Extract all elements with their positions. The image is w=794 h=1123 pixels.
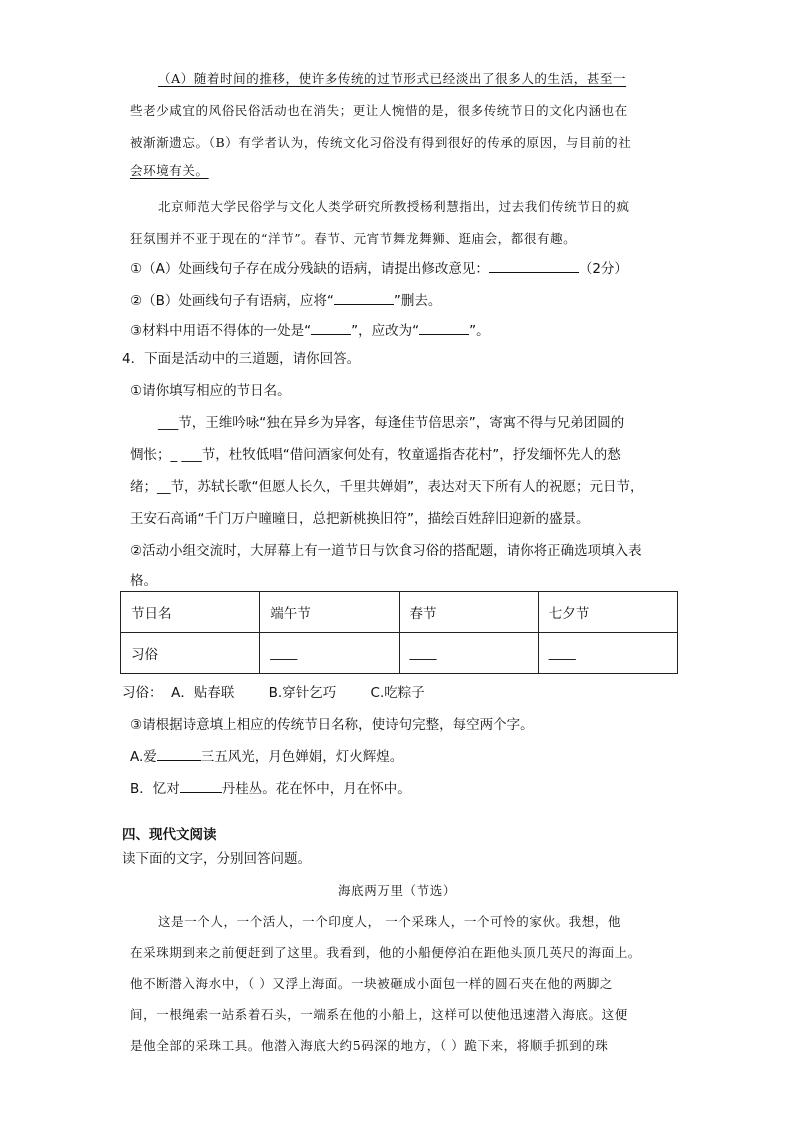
passage-line-2: 些老少咸宜的风俗民俗活动也在消失；更让人惋惜的是，很多传统节日的文化内涵也在 <box>130 103 628 118</box>
q4-title: 4．下面是活动中的三道题，请你回答。 <box>122 351 361 367</box>
answer-blank[interactable] <box>489 258 579 273</box>
q3-c-pre: ③材料中用语不得体的一处是“ <box>130 323 312 339</box>
q3-c-mid: ”，应改为“ <box>351 323 420 339</box>
q4-sub2-line-1: ②活动小组交流时，大屏幕上有一道节日与饮食习俗的搭配题，请你将正确选项填入表 <box>130 543 642 559</box>
q3-item-a <box>130 258 628 278</box>
q4-a-post: 三五风光，月色婵娟，灯火辉煌。 <box>200 749 404 765</box>
story-line-5: 是他全部的采珠工具。他潜入海底大约5码深的地方，（ ）跪下来，将顺手抓到的珠 <box>130 1038 609 1053</box>
q3-a-text: ①（A）处画线句子存在成分残缺的语病，请提出修改意见： <box>130 261 489 277</box>
table-answer-cell[interactable]: ____ <box>260 633 399 674</box>
passage-line-5: 北京师范大学民俗学与文化人类学研究所教授杨利慧指出，过去我们传统节日的疯 <box>158 199 630 214</box>
story-line-3: 他不断潜入海水中，（ ）又浮上海面。一块被砸成小面包一样的圆石夹在他的两脚之 <box>130 976 614 991</box>
answer-blank[interactable] <box>419 320 469 335</box>
passage-line-1 <box>158 70 626 88</box>
passage-title: 海底两万里（节选） <box>338 883 456 898</box>
q4-sub3: ③请根据诗意填上相应的传统节日名称，使诗句完整，每空两个字。 <box>130 717 534 733</box>
q4-options: 习俗： A．贴春联 B.穿针乞巧 C.吃粽子 <box>122 685 425 701</box>
table-answer-cell[interactable]: ____ <box>538 633 677 674</box>
underlined-sentence-a: （A）随着时间的推移，使许多传统的过节形式已经淡出了很多人的生活，甚至一 <box>158 71 627 86</box>
passage-line-4 <box>130 162 209 180</box>
q4-b-post: 丹桂丛。花在怀中，月在怀中。 <box>221 781 411 797</box>
passage-line-6: 狂氛围并不亚于现在的“洋节”。春节、元宵节舞龙舞狮、逛庙会，都很有趣。 <box>130 231 577 246</box>
q4-para-line-4: 王安石高诵“千门万户曈曈日，总把新桃换旧符”，描绘百姓辞旧迎新的盛景。 <box>130 511 590 527</box>
answer-blank[interactable] <box>157 746 201 761</box>
q4-para-line-2: 惆怅；_ ___节，杜牧低唱“借问酒家何处有，牧童遥指杏花村”，抒发缅怀先人的愁 <box>130 447 621 463</box>
story-line-2: 在采珠期到来之前便赶到了这里。我看到，他的小船便停泊在距他头顶几英尺的海面上。 <box>130 945 641 960</box>
q3-item-b <box>130 290 441 310</box>
underlined-sentence-b: 会环境有关。 <box>130 163 209 178</box>
q4-sub1: ①请你填写相应的节日名。 <box>130 383 291 399</box>
section-instruction: 读下面的文字，分别回答问题。 <box>122 851 311 867</box>
q4-para-line-3: 绪；__节，苏轼长歌“但愿人长久，千里共婵娟”，表达对天下所有人的祝愿；元日节， <box>130 479 644 495</box>
section-heading: 四、现代文阅读 <box>122 827 217 843</box>
q4-a-pre: A.爱 <box>130 749 157 765</box>
answer-blank[interactable] <box>180 778 222 793</box>
q4-item-a <box>130 746 403 766</box>
answer-blank[interactable] <box>334 290 394 305</box>
q4-sub2-line-2: 格。 <box>130 573 157 589</box>
passage-line-3: 被渐渐遗忘。（B）有学者认为，传统文化习俗没有得到很好的传承的原因，与目前的社 <box>130 135 632 150</box>
answer-blank[interactable] <box>311 320 351 335</box>
q4-item-b <box>130 778 411 798</box>
table-answer-cell[interactable]: ____ <box>399 633 538 674</box>
story-line-4: 间，一根绳索一站系着石头，一端系在他的小船上，这样可以使他迅速潜入海底。这便 <box>130 1007 628 1022</box>
table-row <box>121 633 678 674</box>
story-line-1: 这是一个人，一个活人，一个印度人， 一个采珠人，一个可怜的家伙。我想，他 <box>158 914 622 929</box>
q4-b-pre: B．忆对 <box>130 781 180 797</box>
q3-b-post: ”删去。 <box>393 293 442 309</box>
table-row-label: 习俗 <box>121 633 260 674</box>
table-header-cell: 节日名 <box>121 592 260 633</box>
q4-para-line-1: ___节，王维吟咏“独在异乡为异客，每逢佳节倍思亲”，寄寓不得与兄弟团圆的 <box>158 415 625 431</box>
table-header-cell: 端午节 <box>260 592 399 633</box>
q3-c-post: ”。 <box>469 323 490 339</box>
q3-a-score: （2分） <box>578 261 628 277</box>
q3-b-pre: ②（B）处画线句子有语病，应将“ <box>130 293 334 309</box>
table-header-cell: 七夕节 <box>538 592 677 633</box>
festival-custom-table <box>120 591 678 674</box>
table-row <box>121 592 678 633</box>
q3-item-c <box>130 320 490 340</box>
table-header-cell: 春节 <box>399 592 538 633</box>
